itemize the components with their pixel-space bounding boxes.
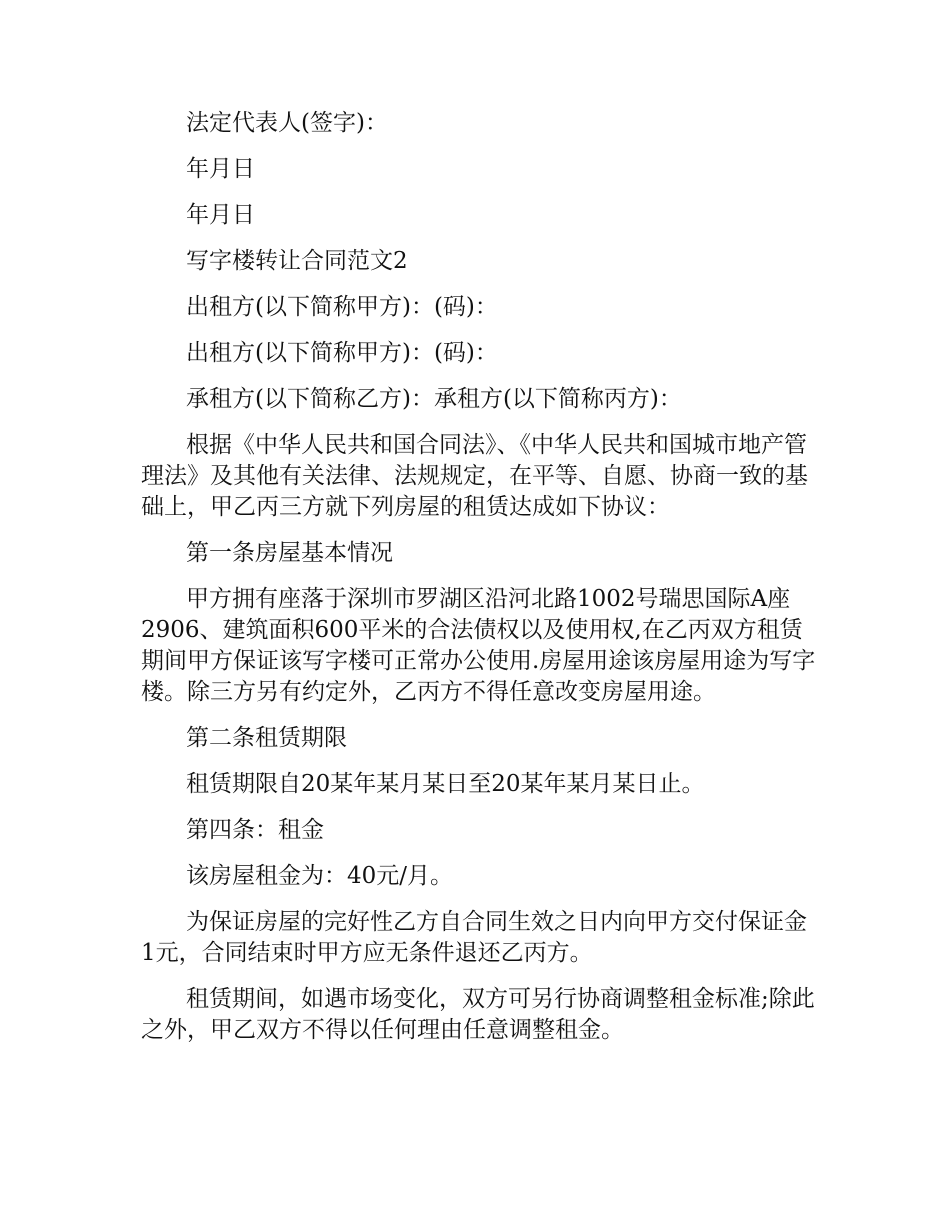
rent-adjustment-paragraph: 租赁期间，如遇市场变化，双方可另行协商调整租金标准;除此之外，甲乙双方不得以任何理由任意调整租金。 [141,986,815,1043]
article-heading: 第一条房屋基本情况 [186,540,393,566]
document-body [141,108,816,1061]
lessor-line: 出租方(以下简称甲方)：(码)： [186,340,498,366]
article-heading: 第二条租赁期限 [186,725,347,751]
term-paragraph: 租赁期限自20某年某月某日至20某年某月某日止。 [186,771,705,797]
date-line: 年月日 [186,202,255,228]
signature-line: 法定代表人(签字)： [186,110,388,136]
property-paragraph: 甲方拥有座落于深圳市罗湖区沿河北路1002号瑞思国际A座2906、建筑面积600平米的合法债权以及使用权,在乙丙双方租赁期间甲方保证该写字楼可正常办公使用.房屋用途该房屋用途为写字楼。除三方另有约定外，乙丙方不得任意改变房屋用途。 [141,586,816,705]
section-title: 写字楼转让合同范文2 [186,248,408,274]
date-line: 年月日 [186,156,255,182]
lessee-line: 承租方(以下简称乙方)：承租方(以下简称丙方)： [186,386,682,412]
preamble-paragraph: 根据《中华人民共和国合同法》、《中华人民共和国城市地产管理法》及其他有关法律、法规规定，在平等、自愿、协商一致的基础上，甲乙丙三方就下列房屋的租赁达成如下协议： [141,432,808,520]
lessor-line: 出租方(以下简称甲方)：(码)： [186,294,498,320]
deposit-paragraph: 为保证房屋的完好性乙方自合同生效之日内向甲方交付保证金1元，合同结束时甲方应无条件退还乙丙方。 [141,909,807,966]
article-heading: 第四条：租金 [186,817,324,843]
rent-paragraph: 该房屋租金为：40元/月。 [186,863,454,889]
